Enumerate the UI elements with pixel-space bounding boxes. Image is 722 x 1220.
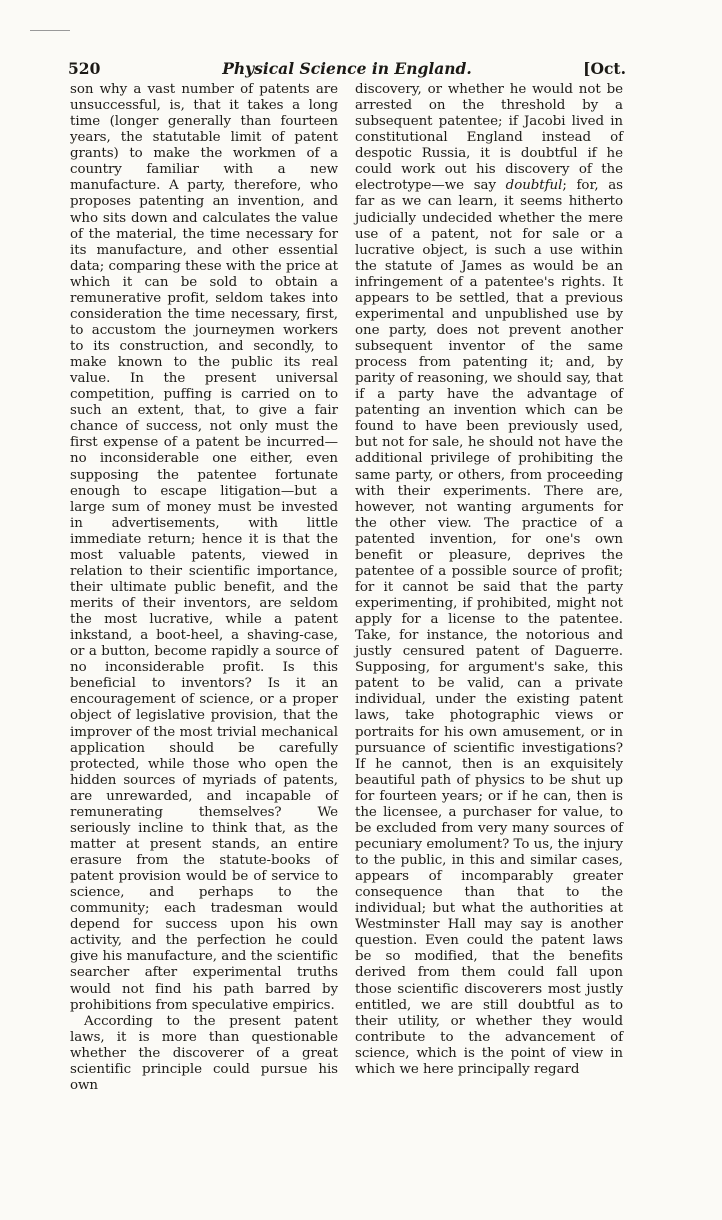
left-paragraph-1: son why a vast number of patents are unsuccessful, is, that it takes a long time (longer generally than fourteen years, the statutable limit of patent grants) to make the workmen of a country familiar with a new manufacture. A party, therefore, who proposes patenting an invention, and who sits down and calculates the value of the material, the time necessary for its manufacture, and other essential data; comparing these with the price at which it can be sold to obtain a remunerative profit, seldom takes into consideration the time necessary, first, to accustom the journeymen workers to its construction, and secondly, to make known to the public its real value. In the present universal competition, puffing is carried on to such an extent, that, to give a fair chance of success, not only must the first expense of a patent be incurred—no inconsiderable one either, even supposing the patentee fortunate enough to escape litigation—but a large sum of money must be invested in advertisements, with little immediate return; hence it is that the most valuable patents, viewed in relation to their scientific importance, their ultimate public benefit, and the merits of their inventors, are seldom the most lucrative, while a patent inkstand, a boot-heel, a shaving-case, or a button, become rapidly a source of no inconsiderable profit. Is this beneficial to inventors? Is it an encouragement of science, or a proper object of legislative provision, that the improver of the most trivial mechanical application should be carefully protected, while those who open the hidden sources of myriads of patents, are unrewarded, and incapable of remunerating themselves? We seriously incline to think that, as the matter at present stands, an entire erasure from the statute-books of patent provision would be of service to science, and perhaps to the community; each tradesman would depend for success upon his own activity, and the perfection he could give his manufacture, and the scientific searcher after experimental truths would not find his path barred by prohibitions from speculative empirics.: [70, 82, 338, 1013]
right-paragraph: [355, 82, 623, 1078]
right-text-after-emphasis: ; for, as far as we can learn, it seems hitherto judicially undecided whether the mere use of a patent, not for sale or a lucrative object, is such a use within the statute of James as would be an infringement of a patentee's rights. It appears to be settled, that a previous experimental and unpublished use by one party, does not prevent another subsequent inventor of the same process from patenting it; and, by parity of reasoning, we should say, that if a party have the advantage of patenting an invention which can be found to have been previously used, but not for sale, he should not have the additional privilege of prohibiting the same party, or others, from proceeding with their experiments. There are, however, not wanting arguments for the other view. The practice of a patented invention, for one's own benefit or pleasure, deprives the patentee of a possible source of profit; for it cannot be said that the party experimenting, if prohibited, might not apply for a license to the patentee. Take, for instance, the notorious and justly censured patent of Daguerre. Supposing, for argument's sake, this patent to be valid, can a private individual, under the existing patent laws, take photographic views or portraits for his own amusement, or in pursuance of scientific investigations? If he cannot, then is an exquisitely beautiful path of physics to be shut up for fourteen years; or if he can, then is the licensee, a purchaser for value, to be excluded from very many sources of pecuniary emolument? To us, the injury to the public, in this and similar cases, appears of incomparably greater consequence than that to the individual; but what the authorities at Westminster Hall may say is another question. Even could the patent laws be so modified, that the benefits derived from them could fall upon those scientific discoverers most justly entitled, we are still doubtful as to their utility, or whether they would contribute to the advancement of science, which is the point of view in which we here principally regard: [355, 178, 623, 1077]
emphasis-doubtful: doubtful: [505, 178, 563, 194]
right-column: [355, 82, 623, 1078]
left-paragraph-2: According to the present patent laws, it is more than questionable whether the discoverer of a great scientific principle could pursue his own: [70, 1013, 338, 1093]
page-header: [68, 58, 626, 84]
running-title: Physical Science in England.: [222, 59, 472, 78]
right-text-before-emphasis: discovery, or whether he would not be arrested on the threshold by a subsequent patentee; if Jacobi lived in constitutional England instead of despotic Russia, it is doubtful if he could work out his discovery of the electrotype—we say: [355, 82, 623, 194]
issue-month: [Oct.: [583, 59, 626, 78]
left-column: [70, 82, 338, 1094]
page-number: 520: [68, 59, 101, 78]
top-rule: [30, 30, 70, 31]
